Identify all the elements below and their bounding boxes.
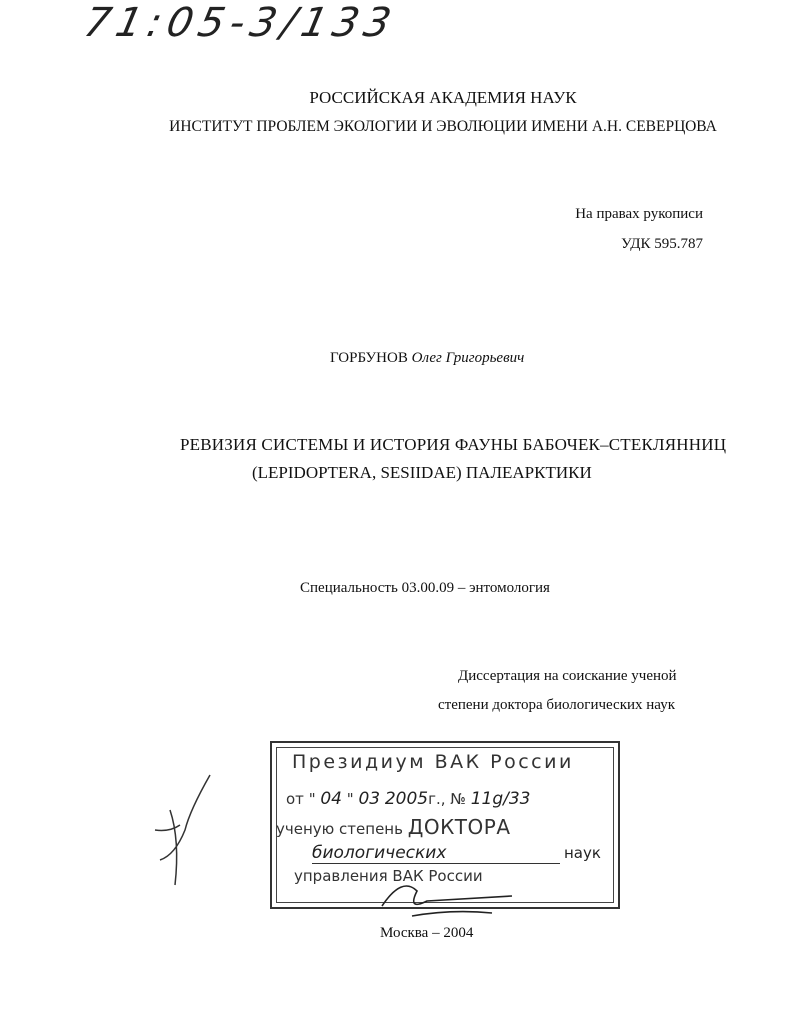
stamp-number: 11g/33 [470,789,531,809]
stamp-decision-line: от " 04 " 03 2005г., № 11g/33 [286,789,531,809]
vak-stamp [270,741,620,909]
stamp-field-suffix: наук [564,844,601,862]
dissertation-type-line2: степени доктора биологических наук [438,697,675,713]
stamp-year-suffix: г., № [428,790,466,808]
stamp-department: управления ВАК России [294,867,483,885]
signature-icon [372,871,532,921]
stamp-field-line [312,843,601,864]
stamp-decision-prefix: от [286,790,304,808]
stamp-day: 04 [320,789,342,809]
stamp-month: 03 [358,789,381,809]
stamp-degree: ДОКТОРА [407,815,511,839]
city-year: Москва – 2004 [380,925,474,941]
manuscript-rights: На правах рукописи [575,206,703,222]
stamp-field: биологических [312,843,447,863]
dissertation-type-line1: Диссертация на соискание ученой [458,668,677,684]
archive-number: 71:05-3/133 [80,0,401,46]
stamp-degree-line [276,815,511,839]
udc-code: УДК 595.787 [621,236,703,252]
dissertation-title-line2: (LEPIDOPTERA, SESIIDAE) ПАЛЕАРКТИКИ [252,463,592,482]
stamp-degree-prefix: ученую степень [276,820,403,838]
author-given-names: Олег Григорьевич [411,350,525,366]
author-surname: ГОРБУНОВ [330,350,408,366]
stamp-year: 2005 [384,789,429,809]
institute-name: ИНСТИТУТ ПРОБЛЕМ ЭКОЛОГИИ И ЭВОЛЮЦИИ ИМЕНИ А.Н. СЕВЕРЦОВА [169,118,717,135]
organization-name: РОССИЙСКАЯ АКАДЕМИЯ НАУК [309,88,577,107]
author-name [330,350,524,367]
dissertation-title-line1: РЕВИЗИЯ СИСТЕМЫ И ИСТОРИЯ ФАУНЫ БАБОЧЕК–СТЕКЛЯННИЦ [180,435,727,454]
stamp-header: Президиум ВАК России [292,751,574,773]
specialty: Специальность 03.00.09 – энтомология [300,580,550,596]
margin-scribble-icon [150,770,220,890]
